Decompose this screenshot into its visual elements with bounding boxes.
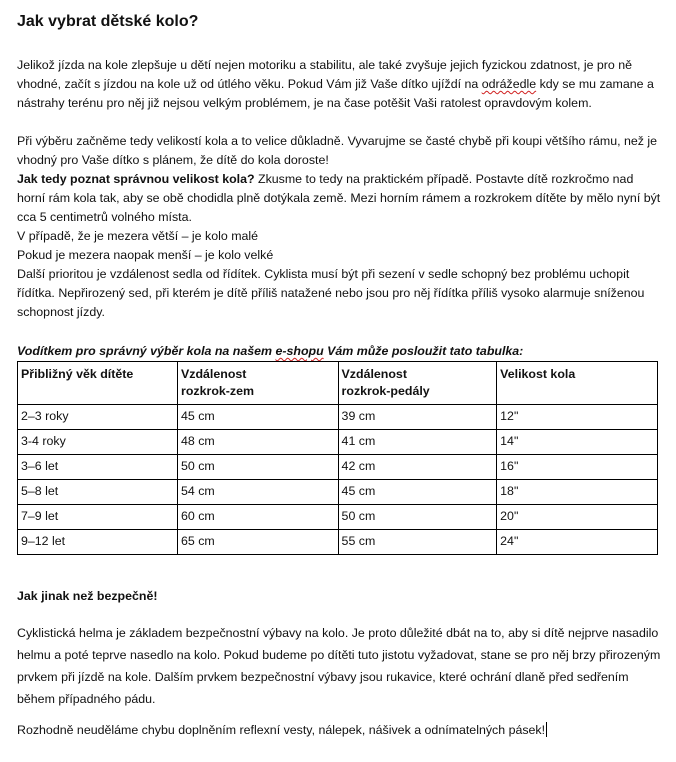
header-line: Vzdálenost — [341, 367, 407, 381]
cell-crotch-ground: 54 cm — [178, 480, 339, 505]
cell-wheel-size: 18" — [497, 480, 658, 505]
cell-age: 2–3 roky — [18, 405, 178, 430]
intro-text-end: kdy se mu zamane a nástrahy terénu pro něj již nejsou velkým problémem, je na čase potěšit Vaši ratolest opravdovým kolem. — [17, 77, 654, 110]
header-wheel-size — [497, 362, 658, 405]
table-header-row — [18, 362, 658, 405]
cell-age: 3-4 roky — [18, 430, 178, 455]
cell-crotch-ground: 45 cm — [178, 405, 339, 430]
table-row — [18, 430, 658, 455]
header-line: rozkrok-zem — [181, 384, 255, 398]
cell-crotch-ground: 50 cm — [178, 455, 339, 480]
intro-text-start: Jelikož jízda na kole zlepšuje u dětí nejen motoriku a stabilitu, ale také zvyšuje jejich fyzickou zdatnost, je pro ně vhodné, začít s jízdou na kole už od útlého věku. Pokud Vám již Vaše dítko ujíždí na — [17, 58, 633, 91]
saddle-paragraph: Další prioritou je vzdálenost sedla od řídítek. Cyklista musí být při sezení v sedle schopný bez problému uchopit řídítka. Nepřirozený sed, při kterém je dítě příliš natažené nebo jsou pro něj řídítka příliš vysoko alarmuje sníženou schopnost jízdy. — [17, 267, 645, 319]
cell-crotch-ground: 60 cm — [178, 505, 339, 530]
cell-crotch-pedals: 55 cm — [338, 530, 497, 555]
header-crotch-ground — [178, 362, 339, 405]
table-row — [18, 505, 658, 530]
rule-smaller: Pokud je mezera naopak menší – je kolo velké — [17, 248, 274, 262]
cell-age: 5–8 let — [18, 480, 178, 505]
question-text: Zkusme to tedy na praktickém případě. Postavte dítě rozkročmo nad horní rám kola tak, aby se obě chodidla plně dotýkala země. Mezi horním rámem a rozkrokem dítěte by mělo nyní být cca 5 centimetrů volného místa. — [17, 172, 661, 224]
rule-bigger: V případě, že je mezera větší – je kolo malé — [17, 229, 259, 243]
header-line: Velikost kola — [500, 367, 576, 381]
cell-wheel-size: 12" — [497, 405, 658, 430]
cell-crotch-pedals: 50 cm — [338, 505, 497, 530]
header-line: rozkrok-pedály — [341, 384, 430, 398]
cell-wheel-size: 24" — [497, 530, 658, 555]
cell-wheel-size: 14" — [497, 430, 658, 455]
cell-age: 9–12 let — [18, 530, 178, 555]
cell-wheel-size: 16" — [497, 455, 658, 480]
cell-crotch-pedals: 39 cm — [338, 405, 497, 430]
closing-text: Rozhodně neuděláme chybu doplněním reflexní vesty, nálepek, nášivek a odnímatelných pásek! — [17, 723, 546, 737]
size-table — [17, 361, 658, 555]
safety-section — [17, 589, 662, 737]
table-row — [18, 530, 658, 555]
intro-paragraph — [17, 56, 662, 113]
caption-text-start: Vodítkem pro správný výběr kola na našem — [17, 344, 276, 358]
text-cursor — [546, 722, 547, 737]
header-line: Přibližný věk dítěte — [21, 367, 134, 381]
cell-wheel-size: 20" — [497, 505, 658, 530]
size-paragraph: Při výběru začněme tedy velikostí kola a to velice důkladně. Vyvarujme se časté chybě při koupi většího rámu, než je vhodný pro Vaše dítko s plánem, že dítě do kola doroste! — [17, 134, 658, 167]
document-title: Jak vybrat dětské kolo? — [17, 13, 199, 30]
spellcheck-word: e-shopu — [275, 344, 324, 358]
cell-age: 7–9 let — [18, 505, 178, 530]
safety-heading: Jak jinak než bezpečně! — [17, 589, 158, 603]
cell-age: 3–6 let — [18, 455, 178, 480]
cell-crotch-pedals: 41 cm — [338, 430, 497, 455]
spellcheck-word: odrážedle — [481, 77, 537, 91]
cell-crotch-ground: 65 cm — [178, 530, 339, 555]
cell-crotch-pedals: 42 cm — [338, 455, 497, 480]
table-row — [18, 480, 658, 505]
cell-crotch-pedals: 45 cm — [338, 480, 497, 505]
intro-section — [17, 56, 662, 322]
closing-sentence[interactable] — [17, 722, 662, 737]
header-line: Vzdálenost — [181, 367, 247, 381]
header-age — [18, 362, 178, 405]
table-caption — [17, 344, 523, 358]
cell-crotch-ground: 48 cm — [178, 430, 339, 455]
question-bold: Jak tedy poznat správnou velikost kola? — [17, 172, 255, 186]
safety-paragraph: Cyklistická helma je základem bezpečnostní výbavy na kolo. Je proto důležité dbát na to, aby si dítě nejprve nasadilo helmu a poté teprve nasedlo na kolo. Pokud budeme po dítěti tuto jistotu vyžadovat, stane se pro něj brzy přirozeným prvkem při jízdě na kole. Dalším prvkem bezpečnostní výbavy jsou rukavice, které ochrání dlaně před sedřením během případného pádu. — [17, 626, 661, 706]
table-row — [18, 405, 658, 430]
header-crotch-pedals — [338, 362, 497, 405]
question-paragraph — [17, 170, 662, 227]
table-row — [18, 455, 658, 480]
caption-text-end: Vám může posloužit tato tabulka: — [323, 344, 524, 358]
